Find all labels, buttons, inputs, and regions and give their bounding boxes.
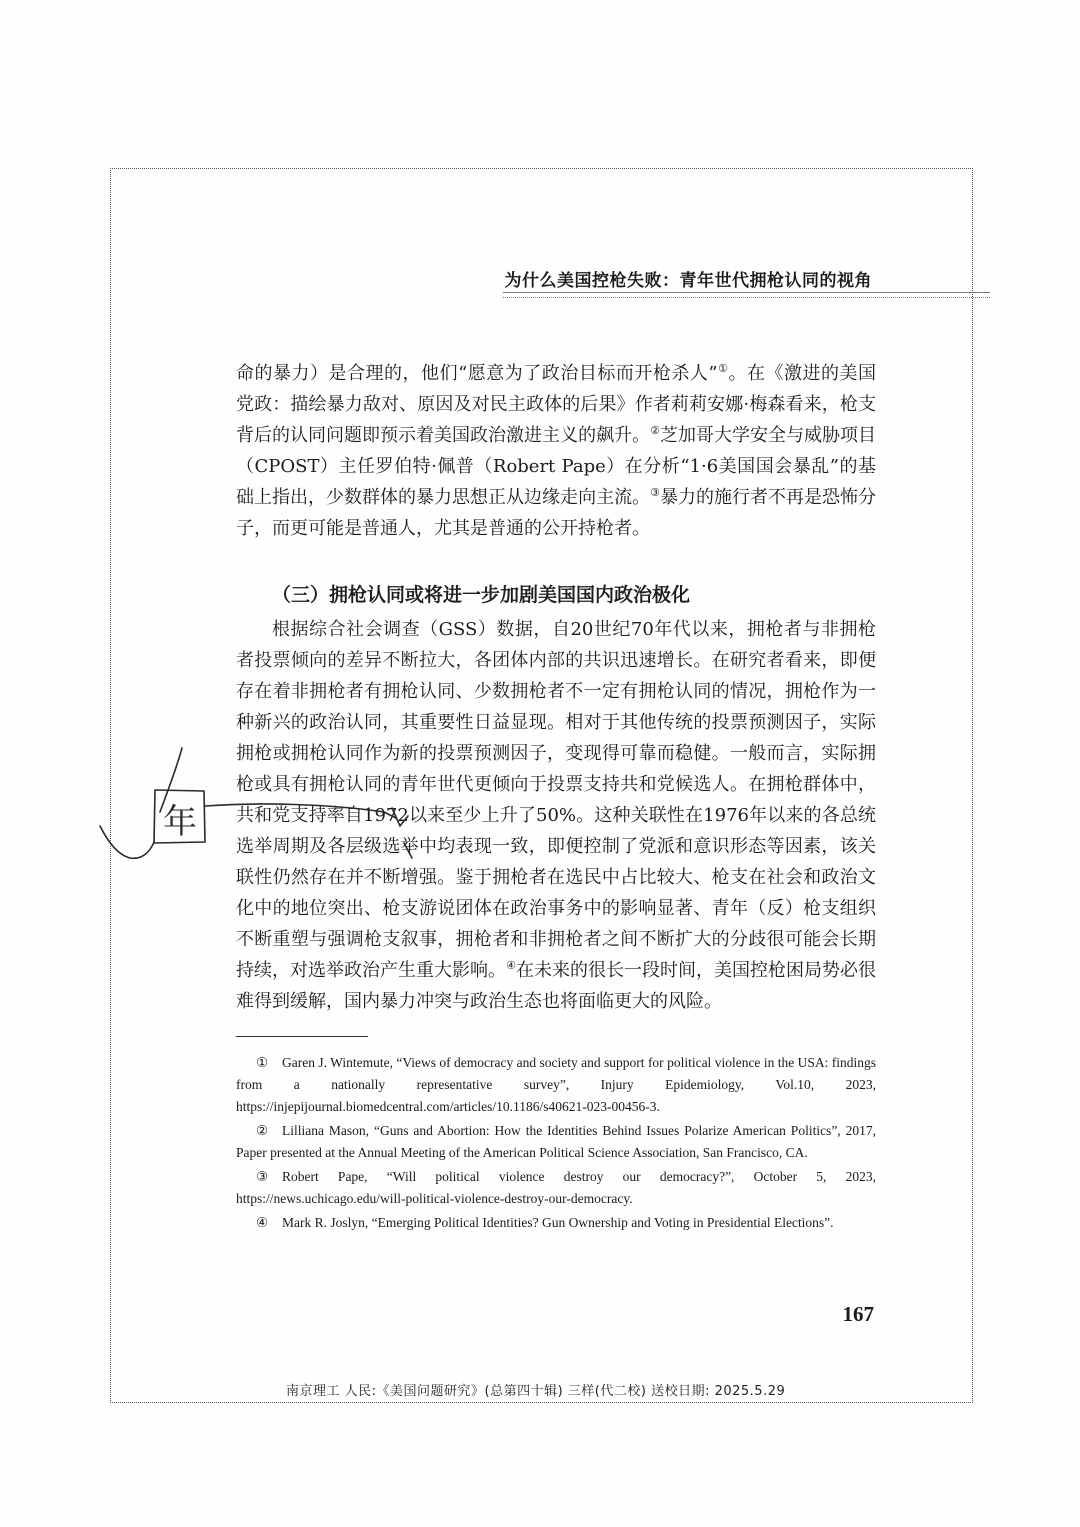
footnote-ref-3: ③ bbox=[650, 486, 660, 499]
footnote-text: Garen J. Wintemute, “Views of democracy and society and support for political violence in the USA: findings from a nationally representative survey”, Injury Epidemiology, Vol.10, 2023, https://injepijournal.biomedcentral.com/articles/10.1186/s40621-023-00456-3. bbox=[236, 1055, 876, 1114]
footnote-text: Robert Pape, “Will political violence destroy our democracy?”, October 5, 2023, https://news.uchicago.edu/will-political-violence-destroy-our-democracy. bbox=[236, 1169, 876, 1206]
paragraph-2-text-b: 在未来的很长一段时间，美国控枪困局势必很难得到缓解，国内暴力冲突与政治生态也将面临更大的风险。 bbox=[236, 960, 877, 1012]
footnote-item bbox=[236, 1120, 876, 1164]
footnote-mark: ③ bbox=[256, 1169, 269, 1184]
header-rule bbox=[503, 292, 990, 298]
paragraph-2-text-a: 根据综合社会调查（GSS）数据，自20世纪70年代以来，拥枪者与非拥枪者投票倾向的差异不断拉大，各团体内部的共识迅速增长。在研究者看来，即便存在着非拥枪者有拥枪认同、少数拥枪者不一定有拥枪认同的情况，拥枪作为一种新兴的政治认同，其重要性日益显现。相对于其他传统的投票预测因子，实际拥枪或拥枪认同作为新的投票预测因子，变现得可靠而稳健。一般而言，实际拥枪或具有拥枪认同的青年世代更倾向于投票支持共和党候选人。在拥枪群体中，共和党支持率自1972以来至少上升了50%。这种关联性在1976年以来的各总统选举周期及各层级选举中均表现一致，即便控制了党派和意识形态等因素，该关联性仍然存在并不断增强。鉴于拥枪者在选民中占比较大、枪支在社会和政治文化中的地位突出、枪支游说团体在政治事务中的影响显著、青年（反）枪支组织不断重塑与强调枪支叙事，拥枪者和非拥枪者之间不断扩大的分歧很可能会长期持续，对选举政治产生重大影响。 bbox=[236, 619, 876, 981]
annotation-char: 年 bbox=[163, 802, 197, 842]
footnote-mark: ④ bbox=[256, 1215, 269, 1230]
footnote-item bbox=[236, 1052, 876, 1118]
footnote-item bbox=[236, 1212, 876, 1234]
paragraph-2 bbox=[236, 614, 876, 1017]
footnote-mark: ② bbox=[256, 1123, 269, 1138]
footnote-text: Lilliana Mason, “Guns and Abortion: How the Identities Behind Issues Polarize American Politics”, 2017, Paper presented at the Annual Meeting of the American Political Science Association, San Francisco, CA. bbox=[236, 1123, 876, 1160]
proof-line: 南京理工 人民:《美国问题研究》(总第四十辑) 三样(代二校) 送校日期: 2025.5.29 bbox=[286, 1384, 786, 1399]
footnote-rule bbox=[236, 1036, 368, 1037]
footnote-ref-1: ① bbox=[717, 362, 729, 375]
footnote-mark: ① bbox=[256, 1055, 269, 1070]
paragraph-1-text-c: 芝加哥大学安全与威胁项目（CPOST）主任罗伯特·佩普（Robert Pape）在分析“1·6美国国会暴乱”的基础上指出，少数群体的暴力思想正从边缘走向主流。 bbox=[236, 425, 877, 508]
footnote-ref-2: ② bbox=[650, 424, 660, 437]
footnote-ref-4: ④ bbox=[506, 959, 516, 972]
section-heading: （三）拥枪认同或将进一步加剧美国国内政治极化 bbox=[272, 584, 691, 606]
paragraph-1-text-a: 命的暴力）是合理的，他们“愿意为了政治目标而开枪杀人” bbox=[236, 363, 718, 384]
running-header: 为什么美国控枪失败：青年世代拥枪认同的视角 bbox=[504, 271, 872, 291]
footnotes bbox=[236, 1052, 876, 1236]
page-number: 167 bbox=[842, 1302, 874, 1326]
paragraph-1 bbox=[236, 358, 876, 544]
paragraph-1-text-d: 暴力的施行者不再是恐怖分子，而更可能是普通人，尤其是普通的公开持枪者。 bbox=[236, 487, 877, 539]
paragraph-1-text-b: 。在《激进的美国党政：描绘暴力敌对、原因及对民主政体的后果》作者莉莉安娜·梅森看来，枪支背后的认同问题即预示着美国政治激进主义的飙升。 bbox=[236, 363, 876, 446]
footnote-item bbox=[236, 1166, 876, 1210]
footnote-text: Mark R. Joslyn, “Emerging Political Identities? Gun Ownership and Voting in Presidential Elections”. bbox=[282, 1215, 834, 1230]
